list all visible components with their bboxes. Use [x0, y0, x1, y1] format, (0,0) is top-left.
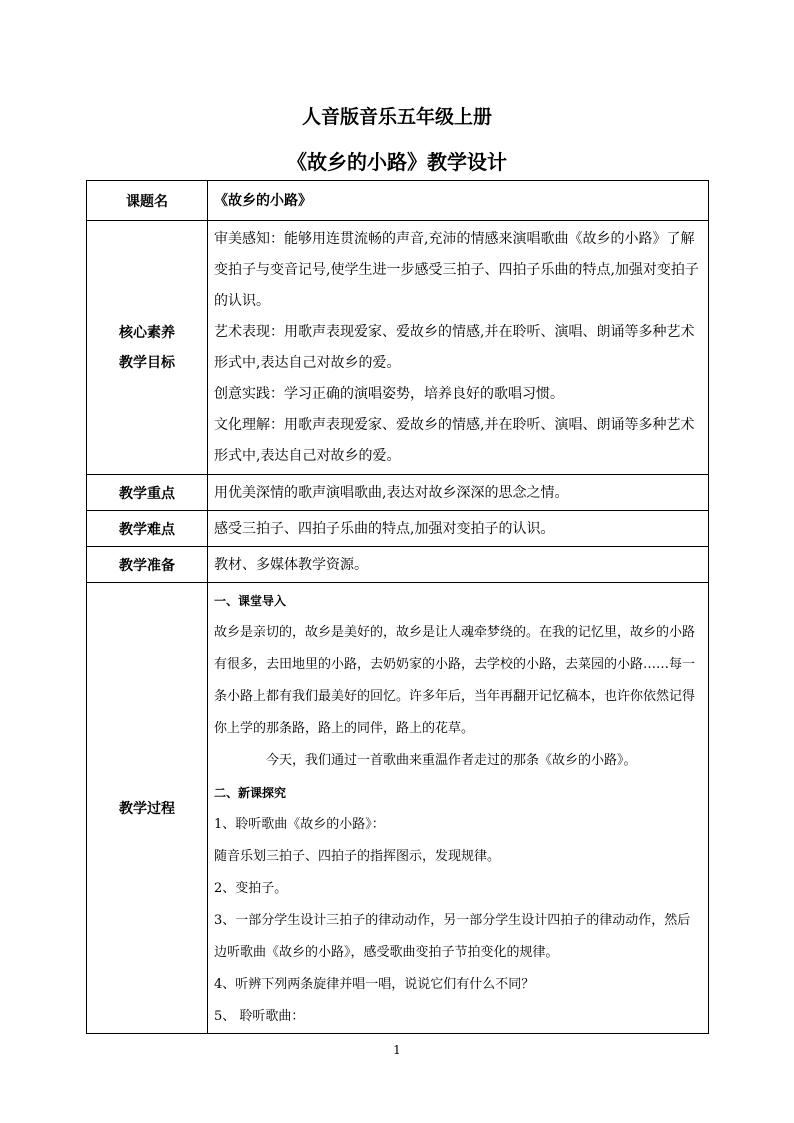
topic-label: 课题名 [87, 181, 208, 221]
page-number: 1 [393, 1043, 401, 1057]
step-item: 5、 聆听歌曲： [214, 1009, 305, 1024]
difficulty-value: 感受三拍子、四拍子乐曲的特点,加强对变拍子的认识。 [208, 511, 709, 547]
difficulty-label: 教学难点 [87, 511, 208, 547]
goals-label-line2: 教学目标 [119, 354, 175, 371]
process-label: 教学过程 [87, 583, 208, 1034]
goals-content [208, 221, 709, 475]
lesson-plan-table [86, 180, 709, 1034]
process-content [208, 583, 709, 1034]
step-item: 3、一部分学生设计三拍子的律动动作，另一部分学生设计四拍子的律动动作，然后边听歌曲《故乡的小路》，感受歌曲变拍子节拍变化的规律。 [214, 913, 691, 960]
goal-expression: 艺术表现：用歌声表现爱家、爱故乡的情感,并在聆听、演唱、朗诵等多种艺术形式中,表达自己对故乡的爱。 [214, 323, 695, 371]
goals-label-line1: 核心素养 [119, 324, 175, 341]
document-title: 人音版音乐五年级上册 [301, 106, 492, 128]
goals-label [87, 221, 208, 475]
step-item: 1、聆听歌曲《故乡的小路》： [214, 817, 385, 832]
document-subtitle: 《故乡的小路》教学设计 [287, 150, 507, 174]
prep-label: 教学准备 [87, 547, 208, 583]
table-row [87, 547, 709, 583]
step-item: 2、变拍子。 [214, 881, 288, 896]
goal-aesthetic: 审美感知：能够用连贯流畅的声音,充沛的情感来演唱歌曲《故乡的小路》了解变拍子与变音记号,使学生进一步感受三拍子、四拍子乐曲的特点,加强对变拍子的认识。 [214, 230, 699, 309]
table-row [87, 511, 709, 547]
step-item: 随音乐划三拍子、四拍子的指挥图示，发现规律。 [214, 849, 501, 864]
topic-value: 《故乡的小路》 [208, 181, 709, 221]
table-row [87, 181, 709, 221]
focus-value: 用优美深情的歌声演唱歌曲,表达对故乡深深的思念之情。 [208, 475, 709, 511]
goal-practice: 创意实践：学习正确的演唱姿势，培养良好的歌唱习惯。 [214, 385, 564, 402]
prep-value: 教材、多媒体教学资源。 [208, 547, 709, 583]
table-row [87, 221, 709, 475]
table-row [87, 583, 709, 1034]
table-row [87, 475, 709, 511]
goal-culture: 文化理解：用歌声表现爱家、爱故乡的情感,并在聆听、演唱、朗诵等多种艺术形式中,表达自己对故乡的爱。 [214, 416, 695, 464]
step-item: 4、听辨下列两条旋律并唱一唱，说说它们有什么不同？ [214, 977, 535, 992]
intro-paragraph: 故乡是亲切的，故乡是美好的，故乡是让人魂牵梦绕的。在我的记忆里，故乡的小路有很多，去田地里的小路，去奶奶家的小路，去学校的小路，去菜园的小路……每一条小路上都有我们最美好的回忆。许多年后，当年再翻开记忆稿本，也许你依然记得你上学的那条路，路上的同伴，路上的花草。 [214, 625, 696, 736]
focus-label: 教学重点 [87, 475, 208, 511]
intro-paragraph-2: 今天，我们通过一首歌曲来重温作者走过的那条《故乡的小路》。 [266, 753, 637, 768]
section-heading: 二、新课探究 [214, 786, 287, 800]
section-heading: 一、课堂导入 [214, 594, 287, 608]
